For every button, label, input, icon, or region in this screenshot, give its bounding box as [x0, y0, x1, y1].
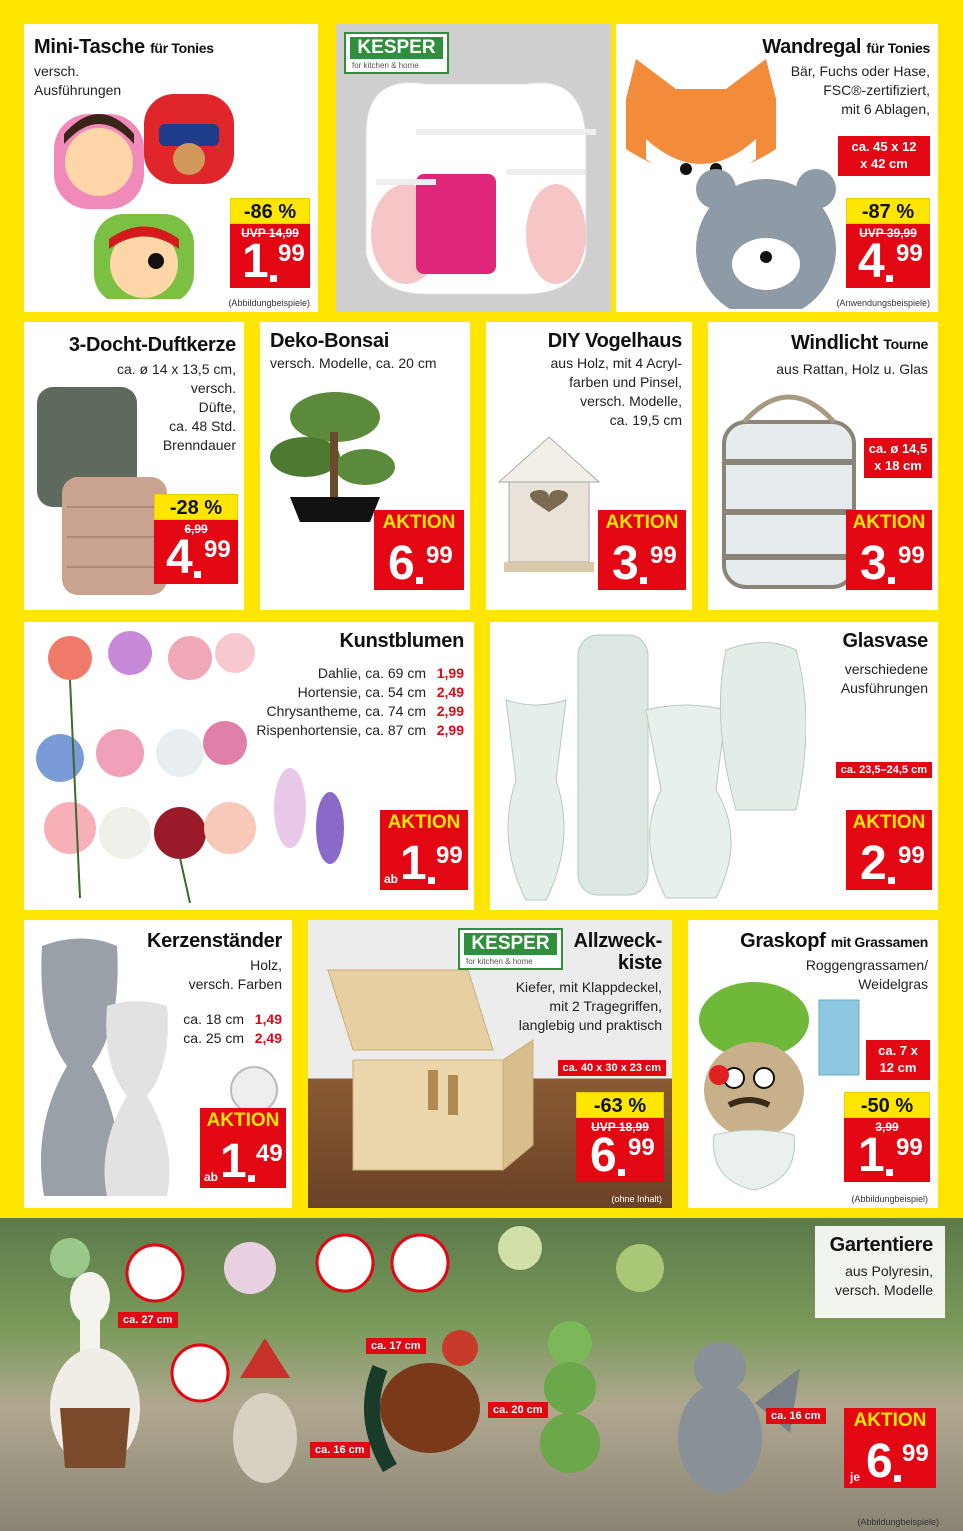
kerzenstaender-price — [200, 1134, 286, 1188]
price-integer: 1 — [220, 1135, 247, 1188]
wandregal-size-2: x 42 cm — [860, 155, 908, 171]
birdhouse-illustration — [494, 432, 604, 582]
offer-mini-tasche[interactable] — [24, 24, 318, 312]
wandregal-desc-2: FSC®-zertifiziert, — [823, 81, 930, 98]
offer-graskopf[interactable] — [688, 920, 938, 1208]
bonsai-aktion: AKTION — [374, 510, 464, 536]
item-price: 2,49 — [436, 683, 464, 700]
allzweck-price — [576, 1118, 664, 1182]
gartentiere-size-dragon: ca. 16 cm — [766, 1408, 826, 1424]
wandregal-size — [838, 136, 930, 176]
kerzenstaender-title: Kerzenständer — [146, 930, 282, 952]
offer-kerzenstaender[interactable] — [24, 920, 292, 1208]
wandregal-desc-3: mit 6 Ablagen, — [841, 100, 930, 117]
price-dot — [888, 877, 895, 884]
fox-bear-shelf-illustration — [616, 49, 836, 309]
windlicht-title-sub: Tourne — [883, 336, 928, 352]
graskopf-title-sub: mit Grassamen — [830, 934, 928, 950]
mini-tasche-desc-2: Ausführungen — [34, 81, 122, 98]
kesper-logo — [458, 928, 563, 970]
item-price: 1,99 — [436, 665, 464, 681]
glasvase-price — [846, 836, 932, 890]
candleholder-illustration — [32, 926, 192, 1206]
wandregal-note: (Anwendungsbeispiele) — [836, 298, 930, 308]
offer-wandregal[interactable] — [616, 24, 938, 312]
candle-illustration — [32, 377, 172, 602]
wandregal-title: Wandregal — [762, 36, 862, 58]
price-integer: 1 — [242, 235, 269, 288]
gartentiere-size-duck: ca. 27 cm — [118, 1312, 178, 1328]
glasvase-title: Glasvase — [842, 630, 928, 652]
kerzenstaender-item — [183, 1029, 282, 1048]
price-decimal: 99 — [628, 1134, 655, 1161]
price-decimal: 99 — [426, 542, 453, 569]
gartentiere-title: Gartentiere — [829, 1234, 933, 1256]
price-dot — [894, 1475, 901, 1482]
windlicht-desc: aus Rattan, Holz u. Glas — [776, 361, 928, 377]
price-dot — [888, 577, 895, 584]
mini-tasche-uvp: UVP 14,99 — [241, 226, 299, 240]
price-integer: 3 — [860, 537, 887, 590]
offer-gartentiere[interactable] — [0, 1218, 963, 1531]
mini-tasche-title-sub: für Tonies — [150, 40, 214, 56]
vogelhaus-desc-3: versch. Modelle, — [580, 392, 682, 409]
gartentiere-price — [844, 1434, 936, 1488]
price-integer: 6 — [866, 1435, 893, 1488]
lantern-illustration — [714, 392, 864, 592]
windlicht-title: Windlicht — [791, 332, 879, 354]
price-prefix: ab — [204, 1170, 219, 1184]
item-name: Rispenhortensie, ca. 87 cm — [256, 721, 426, 738]
vogelhaus-desc-1: aus Holz, mit 4 Acryl- — [550, 355, 682, 371]
wandregal-title-sub: für Tonies — [866, 40, 930, 56]
price-dot — [416, 577, 423, 584]
price-decimal: 99 — [898, 842, 925, 869]
item-name: ca. 25 cm — [183, 1029, 244, 1046]
graskopf-uvp: 3,99 — [875, 1120, 899, 1134]
allzweck-desc-1: Kiefer, mit Klappdeckel, — [515, 979, 662, 995]
vogelhaus-title: DIY Vogelhaus — [547, 330, 682, 352]
kesper-logo-sub: for kitchen & home — [466, 957, 533, 966]
allzweck-desc-3: langlebig und praktisch — [518, 1016, 662, 1033]
price-decimal: 99 — [278, 240, 305, 267]
kerzenstaender-aktion: AKTION — [200, 1108, 286, 1134]
price-dot — [428, 877, 435, 884]
graskopf-size-1: ca. 7 x — [878, 1043, 918, 1058]
price-dot — [248, 1175, 255, 1182]
offer-kesper-regal-image[interactable] — [336, 24, 611, 312]
graskopf-desc-1: Roggengrassamen/ — [805, 957, 928, 973]
bonsai-desc: versch. Modelle, ca. 20 cm — [270, 355, 437, 371]
bonsai-title: Deko-Bonsai — [270, 330, 389, 352]
price-decimal: 99 — [896, 1134, 923, 1161]
kerze-desc-1: ca. ø 14 x 13,5 cm, — [116, 361, 236, 377]
offer-kunstblumen[interactable] — [24, 622, 474, 910]
price-dot — [640, 577, 647, 584]
mini-tasche-note: (Abbildungbeispiele) — [228, 298, 310, 308]
item-price: 2,99 — [436, 721, 464, 738]
allzweck-note: (ohne Inhalt) — [611, 1194, 662, 1204]
bag-illustration — [34, 64, 234, 299]
price-dot — [886, 275, 893, 282]
price-integer: 4 — [858, 235, 885, 288]
kerze-price — [154, 520, 238, 584]
graskopf-size-2: 12 cm — [879, 1059, 917, 1075]
mini-tasche-title: Mini-Tasche — [34, 36, 145, 58]
price-dot — [886, 1169, 893, 1176]
flowers-illustration — [30, 628, 360, 906]
kerze-desc-3: Düfte, — [198, 398, 236, 415]
price-integer: 6 — [590, 1129, 617, 1182]
offer-duftkerze[interactable] — [24, 322, 244, 610]
kerzenstaender-item — [183, 1010, 282, 1029]
item-name: Hortensie, ca. 54 cm — [297, 683, 426, 700]
vogelhaus-desc-4: ca. 19,5 cm — [609, 411, 682, 428]
item-price: 2,49 — [254, 1029, 282, 1046]
wandregal-desc-1: Bär, Fuchs oder Hase, — [790, 63, 930, 79]
kunstblumen-price — [380, 836, 468, 890]
price-decimal: 49 — [256, 1140, 283, 1167]
wandregal-price — [846, 224, 930, 288]
graskopf-note: (Abbildungbeispiel) — [851, 1194, 928, 1204]
price-decimal: 99 — [896, 240, 923, 267]
price-dot — [618, 1169, 625, 1176]
vogelhaus-aktion: AKTION — [598, 510, 686, 536]
wandregal-uvp: UVP 39,99 — [859, 226, 917, 240]
price-decimal: 99 — [204, 536, 231, 563]
bunny-shelf-illustration — [356, 54, 596, 304]
kesper-logo-text: KESPER — [350, 37, 443, 59]
allzweck-desc-2: mit 2 Tragegriffen, — [549, 997, 662, 1014]
price-integer: 6 — [388, 537, 415, 590]
graskopf-desc-2: Weidelgras — [858, 975, 928, 992]
bonsai-price — [374, 536, 464, 590]
price-decimal: 99 — [650, 542, 677, 569]
allzweck-title-1: Allzweck- — [573, 930, 662, 952]
windlicht-price — [846, 536, 932, 590]
item-name: Chrysantheme, ca. 74 cm — [266, 702, 426, 719]
glasvase-desc-1: verschiedene — [844, 661, 928, 677]
gartentiere-size-rooster: ca. 17 cm — [366, 1338, 426, 1354]
allzweck-uvp: UVP 18,99 — [591, 1120, 649, 1134]
kerze-uvp: 6,99 — [184, 522, 208, 536]
vogelhaus-desc-2: farben und Pinsel, — [569, 373, 682, 390]
item-price: 2,99 — [436, 702, 464, 719]
price-prefix: ab — [384, 872, 399, 886]
allzweck-title-2: kiste — [617, 952, 662, 974]
graskopf-title: Graskopf — [740, 930, 826, 952]
offer-vogelhaus[interactable] — [486, 322, 692, 610]
graskopf-price — [844, 1118, 930, 1182]
kunstblumen-aktion: AKTION — [380, 810, 468, 836]
mini-tasche-desc-1: versch. — [34, 63, 80, 79]
kerze-desc-4: ca. 48 Std. — [169, 417, 236, 434]
price-integer: 1 — [400, 837, 427, 890]
kesper-logo-sub: for kitchen & home — [352, 61, 419, 70]
glasvase-aktion: AKTION — [846, 810, 932, 836]
wandregal-size-1: ca. 45 x 12 — [851, 139, 917, 154]
item-name: Dahlie, ca. 69 cm — [317, 665, 426, 681]
price-integer: 4 — [166, 531, 193, 584]
windlicht-aktion: AKTION — [846, 510, 932, 536]
grass-head-illustration — [694, 980, 864, 1200]
kerze-discount: -28 % — [154, 494, 238, 520]
vases-illustration — [496, 630, 806, 905]
price-decimal: 99 — [436, 842, 463, 869]
kerze-desc-5: Brenndauer — [162, 436, 236, 453]
graskopf-discount: -50 % — [844, 1092, 930, 1118]
graskopf-size — [866, 1040, 930, 1080]
item-name: ca. 18 cm — [183, 1011, 244, 1027]
vogelhaus-price — [598, 536, 686, 590]
price-decimal: 99 — [902, 1440, 929, 1467]
gartentiere-size-gnome: ca. 16 cm — [310, 1442, 370, 1458]
price-dot — [270, 275, 277, 282]
price-prefix: je — [850, 1470, 861, 1484]
item-price: 1,49 — [254, 1011, 282, 1027]
price-integer: 3 — [612, 537, 639, 590]
garden-animals-illustration — [0, 1218, 820, 1531]
wooden-box-illustration — [318, 960, 538, 1200]
mini-tasche-discount: -86 % — [230, 198, 310, 224]
glasvase-size: ca. 23,5–24,5 cm — [836, 762, 932, 778]
offer-bonsai[interactable] — [260, 322, 470, 610]
gartentiere-note: (Abbildungbeispiele) — [857, 1517, 939, 1527]
gartentiere-desc-1: aus Polyresin, — [845, 1263, 933, 1279]
kerze-title: 3-Docht-Duftkerze — [68, 334, 236, 356]
wandregal-discount: -87 % — [846, 198, 930, 224]
gartentiere-aktion: AKTION — [844, 1408, 936, 1434]
kerzenstaender-desc-2: versch. Farben — [188, 975, 282, 992]
kerze-desc-2: versch. — [190, 379, 236, 396]
glasvase-desc-2: Ausführungen — [840, 679, 928, 696]
gartentiere-desc-2: versch. Modelle — [834, 1281, 933, 1298]
windlicht-size-1: ca. ø 14,5 — [868, 441, 928, 456]
offer-glasvase[interactable] — [490, 622, 938, 910]
kunstblumen-title: Kunstblumen — [339, 630, 464, 652]
windlicht-size — [864, 438, 932, 478]
price-integer: 1 — [858, 1129, 885, 1182]
gartentiere-size-frogs: ca. 20 cm — [488, 1402, 548, 1418]
offer-windlicht[interactable] — [708, 322, 938, 610]
color-swatch[interactable] — [230, 1066, 278, 1114]
kerzenstaender-desc-1: Holz, — [250, 957, 282, 973]
mini-tasche-price — [230, 224, 310, 288]
allzweck-discount: -63 % — [576, 1092, 664, 1118]
windlicht-size-2: x 18 cm — [874, 457, 922, 473]
price-integer: 2 — [860, 837, 887, 890]
allzweck-size: ca. 40 x 30 x 23 cm — [558, 1060, 666, 1076]
price-decimal: 99 — [898, 542, 925, 569]
kesper-logo-text: KESPER — [464, 933, 557, 955]
price-dot — [194, 571, 201, 578]
offer-allzweckkiste[interactable] — [308, 920, 672, 1208]
